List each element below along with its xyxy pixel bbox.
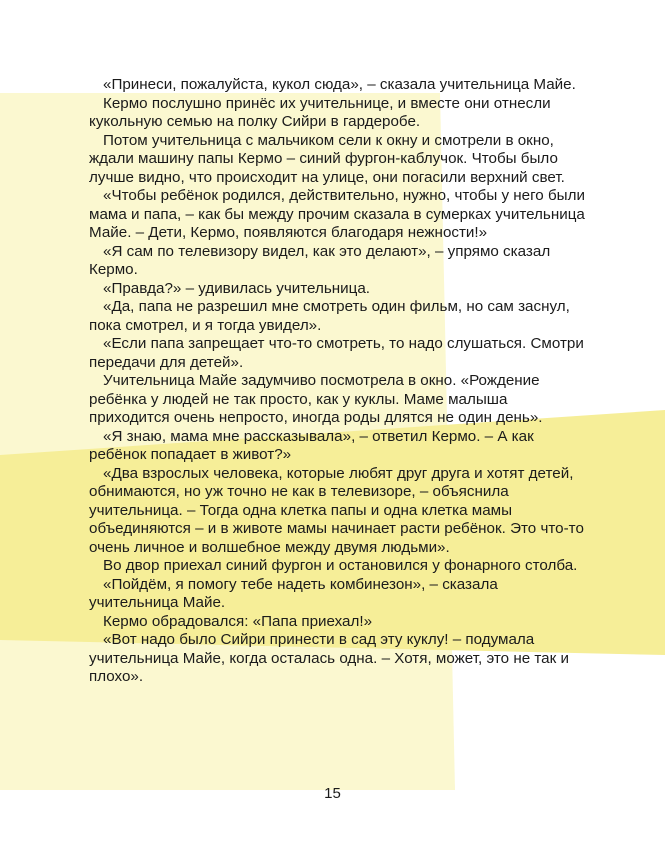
paragraph: «Правда?» – удивилась учительница.	[103, 279, 370, 297]
paragraph: «Пойдём, я помогу тебе надеть комбинезон», – сказала учительница Майе.	[89, 575, 498, 611]
paragraph: Кермо обрадовался: «Папа приехал!»	[103, 612, 373, 630]
paragraph: «Чтобы ребёнок родился, действительно, нужно, чтобы у него были мама и папа, – как бы между прочим сказала в сумерках учительница Майе. – Дети, Кермо, появляются благодаря нежности!»	[89, 187, 585, 241]
paragraph: «Принеси, пожалуйста, кукол сюда», – сказала учительница Майе.	[103, 76, 576, 93]
paragraph: Потом учительница с мальчиком сели к окну и смотрели в окно, ждали машину папы Кермо – синий фургон-каблучок. Чтобы было лучше видно, что происходит на улице, они погасили верхний свет.	[89, 131, 565, 186]
paragraph: «Вот надо было Сийри принести в сад эту куклу! – подумала учительница Майе, когда осталась одна. – Хотя, может, это не так и плохо».	[89, 631, 569, 685]
paragraph: «Если папа запрещает что-то смотреть, то надо слушаться. Смотри передачи для детей».	[89, 335, 584, 371]
story-text	[89, 76, 589, 687]
paragraph: Кермо послушно принёс их учительнице, и вместе они отнесли кукольную семью на полку Сийри в гардеробе.	[89, 94, 551, 130]
page-number: 15	[324, 785, 341, 802]
paragraph: Учительница Майе задумчиво посмотрела в окно. «Рождение ребёнка у людей не так просто, как у куклы. Маме малыша приходится очень непросто, иногда роды длятся не один день».	[89, 372, 543, 426]
paragraph: «Я сам по телевизору видел, как это делают», – упрямо сказал Кермо.	[89, 242, 551, 278]
paragraph: Во двор приехал синий фургон и остановился у фонарного столба.	[103, 557, 578, 574]
paragraph: «Два взрослых человека, которые любят друг друга и хотят детей, обнимаются, но уж точно не как в телевизоре, – объяснила учительница. – Тогда одна клетка папы и одна клетка мамы объединяются – и в животе мамы начинает расти ребёнок. Это что-то очень личное и волшебное между двумя людьми».	[89, 464, 584, 556]
paragraph: «Я знаю, мама мне рассказывала», – ответил Кермо. – А как ребёнок попадает в живот?»	[89, 427, 534, 463]
paragraph: «Да, папа не разрешил мне смотреть один фильм, но сам заснул, пока смотрел, и я тогда увидел».	[89, 298, 570, 334]
